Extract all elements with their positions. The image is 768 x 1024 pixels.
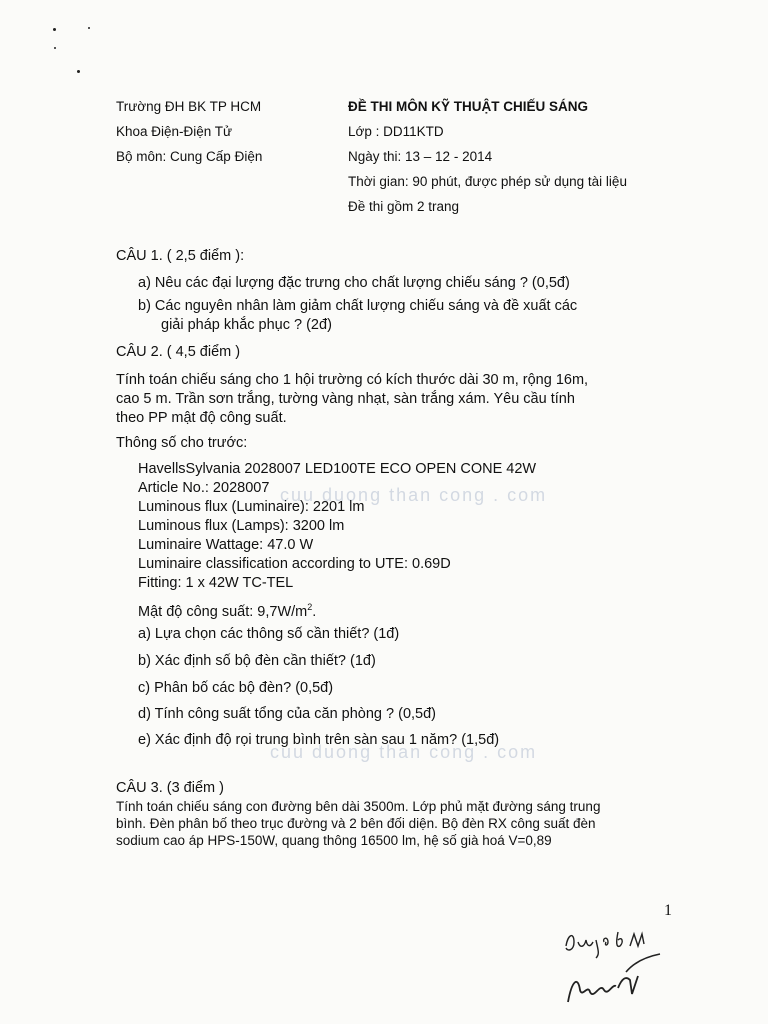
q2-item-a: a) Lựa chọn các thông số cần thiết? (1đ) [138,626,400,642]
q2-text-line: Tính toán chiếu sáng cho 1 hội trường có kích thước dài 30 m, rộng 16m, [116,372,589,388]
spec-line: Luminous flux (Luminaire): 2201 lm [138,499,365,515]
q3-text-line: bình. Đèn phân bố theo trục đường và 2 bên đối diện. Bộ đèn RX công suất đèn [116,816,596,831]
q1-item-b-cont: giải pháp khắc phục ? (2đ) [161,317,332,333]
q3-text-line: sodium cao áp HPS-150W, quang thông 16500 lm, hệ số già hoá V=0,89 [116,833,552,848]
exam-title: ĐỀ THI MÔN KỸ THUẬT CHIẾU SÁNG [348,99,589,114]
spec-line: Article No.: 2028007 [138,480,270,496]
q2-text-line: cao 5 m. Trần sơn trắng, tường vàng nhạt, sàn trắng xám. Yêu cầu tính [116,391,575,407]
q1-item-a: a) Nêu các đại lượng đặc trưng cho chất lượng chiếu sáng ? (0,5đ) [138,275,570,291]
q2-item-b: b) Xác định số bộ đèn cần thiết? (1đ) [138,653,376,669]
spec-line: HavellsSylvania 2028007 LED100TE ECO OPEN CONE 42W [138,461,537,477]
page-count: Đề thi gồm 2 trang [348,199,460,214]
power-density-text: Mật độ công suất: 9,7W/m [138,603,308,620]
q1-item-b: b) Các nguyên nhân làm giảm chất lượng chiếu sáng và đề xuất các [138,298,578,314]
scan-speck [88,27,90,29]
q3-text-line: Tính toán chiếu sáng con đường bên dài 3500m. Lớp phủ mặt đường sáng trung [116,799,601,814]
scan-speck [77,70,80,73]
q1-heading: CÂU 1. ( 2,5 điểm ): [116,248,245,264]
spec-line: Luminaire Wattage: 47.0 W [138,537,314,553]
q2-text-line: theo PP mật độ công suất. [116,410,287,426]
power-density-end: . [312,603,317,620]
exam-duration: Thời gian: 90 phút, được phép sử dụng tài liệu [348,174,627,189]
q2-item-c: c) Phân bố các bộ đèn? (0,5đ) [138,680,334,696]
power-density [138,598,316,622]
class-label: Lớp : DD11KTD [348,124,444,139]
q2-item-e: e) Xác định độ rọi trung bình trên sàn sau 1 năm? (1,5đ) [138,732,500,748]
page-number: 1 [664,902,672,919]
exam-date: Ngày thi: 13 – 12 - 2014 [348,149,493,164]
q2-item-d: d) Tính công suất tổng của căn phòng ? (0,5đ) [138,706,436,722]
q3-heading: CÂU 3. (3 điểm ) [116,780,224,796]
given-params-label: Thông số cho trước: [116,435,248,451]
university-name: Trường ĐH BK TP HCM [116,99,262,114]
spec-line: Luminaire classification according to UTE: 0.69D [138,556,451,572]
q2-heading: CÂU 2. ( 4,5 điểm ) [116,344,241,360]
watermark: cuu duong than cong . com [280,485,548,505]
scan-speck [53,28,56,31]
faculty-name: Khoa Điện-Điện Tử [116,124,233,139]
spec-line: Fitting: 1 x 42W TC-TEL [138,575,294,591]
power-density-exponent: 2 [307,602,313,612]
scan-speck [54,47,56,49]
watermark: cuu duong than cong . com [270,742,538,762]
handwritten-signature [560,920,680,1010]
spec-line: Luminous flux (Lamps): 3200 lm [138,518,345,534]
department-name: Bộ môn: Cung Cấp Điện [116,149,263,164]
